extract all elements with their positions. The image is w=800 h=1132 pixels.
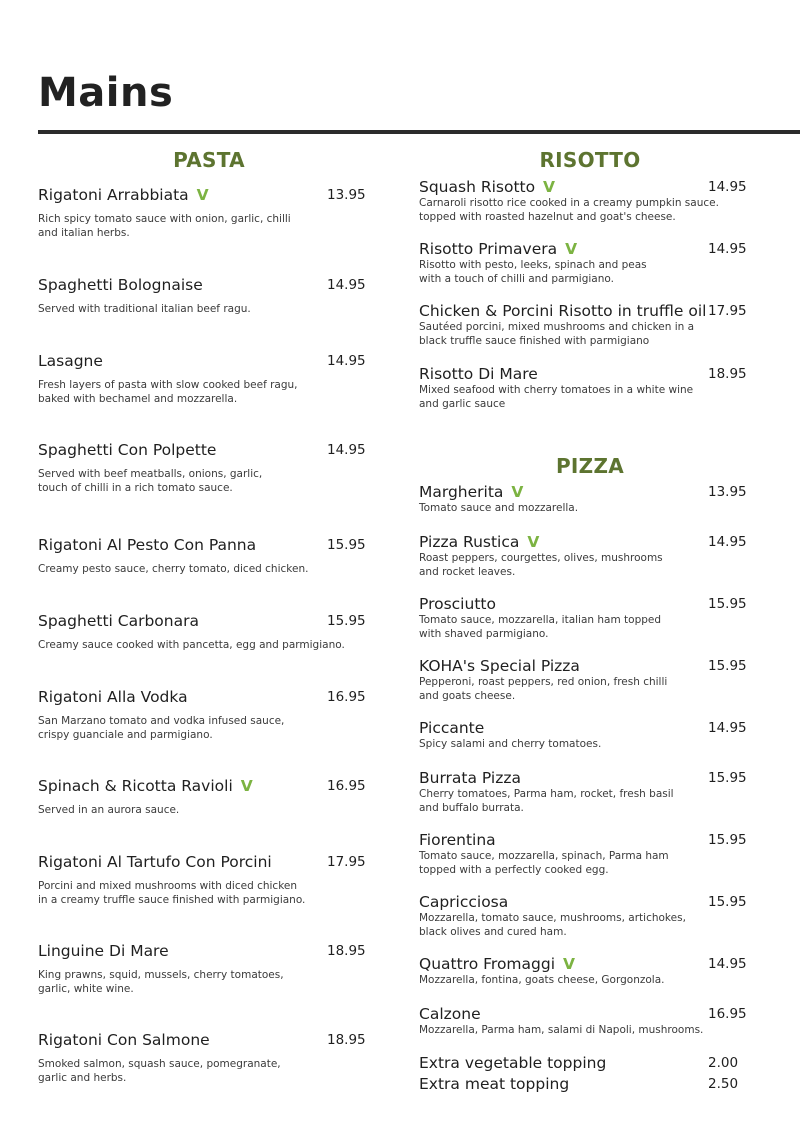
pasta-menu-item xyxy=(38,536,383,586)
item-name-text: Spaghetti Bolognaise xyxy=(38,276,203,294)
item-name xyxy=(38,1031,210,1049)
item-name xyxy=(38,688,188,706)
pizza-menu-item xyxy=(419,1005,764,1055)
item-name-text: Rigatoni Al Pesto Con Panna xyxy=(38,536,257,554)
vegetarian-badge: V xyxy=(511,483,524,501)
extra-topping-name: Extra meat topping xyxy=(419,1075,570,1093)
item-name-text: Rigatoni Alla Vodka xyxy=(38,688,188,706)
item-name-text: Quattro Fromaggi xyxy=(419,955,556,973)
item-name xyxy=(419,1005,481,1023)
item-price: 15.95 xyxy=(708,770,747,786)
item-name-text: Spaghetti Con Polpette xyxy=(38,441,217,459)
item-name-text: Margherita xyxy=(419,483,504,501)
item-name-text: Rigatoni Arrabbiata xyxy=(38,186,189,204)
pizza-menu-item xyxy=(419,719,764,769)
item-name-text: Prosciutto xyxy=(419,595,496,613)
item-price: 16.95 xyxy=(327,689,366,705)
item-description: Served in an aurora sauce. xyxy=(38,804,180,816)
pasta-menu-item xyxy=(38,688,383,741)
extra-topping-price: 2.50 xyxy=(708,1076,739,1092)
risotto-menu-item xyxy=(419,178,764,228)
item-name xyxy=(419,533,539,551)
item-description: Cherry tomatoes, Parma ham, rocket, fresh basil and buffalo burrata. xyxy=(419,788,674,814)
item-name-text: Risotto Primavera xyxy=(419,240,558,258)
pasta-menu-item xyxy=(38,276,383,326)
item-name xyxy=(419,302,706,320)
risotto-menu-item xyxy=(419,302,764,352)
item-description: Spicy salami and cherry tomatoes. xyxy=(419,738,602,750)
item-description: Served with beef meatballs, onions, garlic, touch of chilli in a rich tomato sauce. xyxy=(38,468,263,494)
item-price: 14.95 xyxy=(708,534,747,550)
item-name xyxy=(38,536,256,554)
item-description: Smoked salmon, squash sauce, pomegranate, garlic and herbs. xyxy=(38,1058,281,1084)
item-name-text: Rigatoni Con Salmone xyxy=(38,1031,210,1049)
pasta-menu-item xyxy=(38,777,383,827)
item-name xyxy=(419,240,577,258)
item-price: 15.95 xyxy=(708,832,747,848)
item-name xyxy=(38,352,103,370)
item-name-text: Pizza Rustica xyxy=(419,533,520,551)
item-name-text: Capricciosa xyxy=(419,893,509,911)
item-description: San Marzano tomato and vodka infused sauce, crispy guanciale and parmigiano. xyxy=(38,715,285,741)
item-name-text: Burrata Pizza xyxy=(419,769,522,787)
item-name-text: Fiorentina xyxy=(419,831,496,849)
vegetarian-badge: V xyxy=(565,240,578,258)
item-price: 16.95 xyxy=(708,1006,747,1022)
pasta-menu-item xyxy=(38,1031,383,1084)
item-price: 14.95 xyxy=(327,277,366,293)
item-name xyxy=(419,657,580,675)
pizza-heading: PIZZA xyxy=(555,454,625,478)
title-rule xyxy=(38,130,800,134)
item-price: 15.95 xyxy=(327,613,366,629)
item-price: 13.95 xyxy=(327,187,366,203)
item-description: Served with traditional italian beef ragu. xyxy=(38,303,251,315)
item-price: 14.95 xyxy=(327,353,366,369)
vegetarian-badge: V xyxy=(562,955,575,973)
item-description: Tomato sauce, mozzarella, spinach, Parma ham topped with a perfectly cooked egg. xyxy=(419,850,669,876)
item-price: 14.95 xyxy=(708,720,747,736)
item-price: 15.95 xyxy=(327,537,366,553)
pasta-menu-item xyxy=(38,352,383,405)
item-name-text: KOHA's Special Pizza xyxy=(419,657,580,675)
item-price: 17.95 xyxy=(708,303,747,319)
pasta-heading: PASTA xyxy=(173,148,245,172)
extra-topping-price: 2.00 xyxy=(708,1055,739,1071)
item-description: Creamy sauce cooked with pancetta, egg and parmigiano. xyxy=(38,639,345,651)
item-name xyxy=(419,595,496,613)
item-price: 14.95 xyxy=(708,956,747,972)
pasta-menu-item xyxy=(38,942,383,995)
pizza-menu-item xyxy=(419,533,764,583)
pizza-menu-item xyxy=(419,657,764,707)
item-name-text: Squash Risotto xyxy=(419,178,536,196)
item-name-text: Piccante xyxy=(419,719,485,737)
item-name-text: Risotto Di Mare xyxy=(419,365,538,383)
item-name xyxy=(419,831,496,849)
item-description: Pepperoni, roast peppers, red onion, fresh chilli and goats cheese. xyxy=(419,676,668,702)
item-price: 13.95 xyxy=(708,484,747,500)
item-name-text: Calzone xyxy=(419,1005,481,1023)
item-name-text: Spaghetti Carbonara xyxy=(38,612,199,630)
item-description: Rich spicy tomato sauce with onion, garlic, chilli and italian herbs. xyxy=(38,213,291,239)
pizza-menu-item xyxy=(419,769,764,819)
item-description: Roast peppers, courgettes, olives, mushrooms and rocket leaves. xyxy=(419,552,663,578)
page-title: Mains xyxy=(38,70,174,116)
item-price: 14.95 xyxy=(708,179,747,195)
item-description: Tomato sauce and mozzarella. xyxy=(419,502,579,514)
item-name xyxy=(38,612,199,630)
item-name xyxy=(38,441,216,459)
vegetarian-badge: V xyxy=(240,777,253,795)
item-name-text: Rigatoni Al Tartufo Con Porcini xyxy=(38,853,272,871)
item-description: Creamy pesto sauce, cherry tomato, diced chicken. xyxy=(38,563,309,575)
item-price: 15.95 xyxy=(708,658,747,674)
item-description: King prawns, squid, mussels, cherry tomatoes, garlic, white wine. xyxy=(38,969,284,995)
item-description: Tomato sauce, mozzarella, italian ham topped with shaved parmigiano. xyxy=(419,614,662,640)
item-description: Carnaroli risotto rice cooked in a creamy pumpkin sauce. topped with roasted hazelnut and goat's cheese. xyxy=(419,197,719,223)
extra-topping-name: Extra vegetable topping xyxy=(419,1054,607,1072)
risotto-menu-item xyxy=(419,365,764,415)
item-name xyxy=(419,893,508,911)
item-price: 17.95 xyxy=(327,854,366,870)
item-name xyxy=(419,178,555,196)
item-description: Fresh layers of pasta with slow cooked beef ragu, baked with bechamel and mozzarella. xyxy=(38,379,298,405)
pasta-menu-item xyxy=(38,853,383,906)
item-name xyxy=(38,276,203,294)
pizza-menu-item xyxy=(419,955,764,1005)
item-price: 15.95 xyxy=(708,894,747,910)
item-name xyxy=(419,483,523,501)
risotto-heading: RISOTTO xyxy=(539,148,641,172)
pizza-menu-item xyxy=(419,893,764,943)
item-name-text: Spinach & Ricotta Ravioli xyxy=(38,777,233,795)
item-description: Sautéed porcini, mixed mushrooms and chicken in a black truffle sauce finished with parmigiano xyxy=(419,321,695,347)
item-description: Risotto with pesto, leeks, spinach and peas with a touch of chilli and parmigiano. xyxy=(419,259,647,285)
item-description: Mozzarella, fontina, goats cheese, Gorgonzola. xyxy=(419,974,665,986)
vegetarian-badge: V xyxy=(543,178,556,196)
pizza-menu-item xyxy=(419,483,764,533)
item-name xyxy=(419,769,521,787)
item-name xyxy=(38,942,169,960)
pasta-menu-item xyxy=(38,186,383,239)
item-name xyxy=(38,853,272,871)
item-price: 14.95 xyxy=(327,442,366,458)
vegetarian-badge: V xyxy=(527,533,540,551)
pasta-menu-item xyxy=(38,441,383,494)
item-name-text: Linguine Di Mare xyxy=(38,942,169,960)
pizza-menu-item xyxy=(419,831,764,881)
vegetarian-badge: V xyxy=(196,186,209,204)
item-name xyxy=(419,955,575,973)
item-description: Porcini and mixed mushrooms with diced chicken in a creamy truffle sauce finished with parmigiano. xyxy=(38,880,306,906)
risotto-menu-item xyxy=(419,240,764,290)
item-name-text: Chicken & Porcini Risotto in truffle oil xyxy=(419,302,707,320)
item-description: Mozzarella, tomato sauce, mushrooms, artichokes, black olives and cured ham. xyxy=(419,912,686,938)
pasta-menu-item xyxy=(38,612,383,662)
item-price: 15.95 xyxy=(708,596,747,612)
item-price: 18.95 xyxy=(708,366,747,382)
item-name xyxy=(38,777,253,795)
item-price: 18.95 xyxy=(327,943,366,959)
item-name xyxy=(38,186,209,204)
pizza-menu-item xyxy=(419,595,764,645)
item-price: 16.95 xyxy=(327,778,366,794)
item-description: Mozzarella, Parma ham, salami di Napoli, mushrooms. xyxy=(419,1024,704,1036)
item-name xyxy=(419,365,538,383)
item-price: 18.95 xyxy=(327,1032,366,1048)
item-name xyxy=(419,719,484,737)
item-description: Mixed seafood with cherry tomatoes in a white wine and garlic sauce xyxy=(419,384,694,410)
item-price: 14.95 xyxy=(708,241,747,257)
item-name-text: Lasagne xyxy=(38,352,103,370)
